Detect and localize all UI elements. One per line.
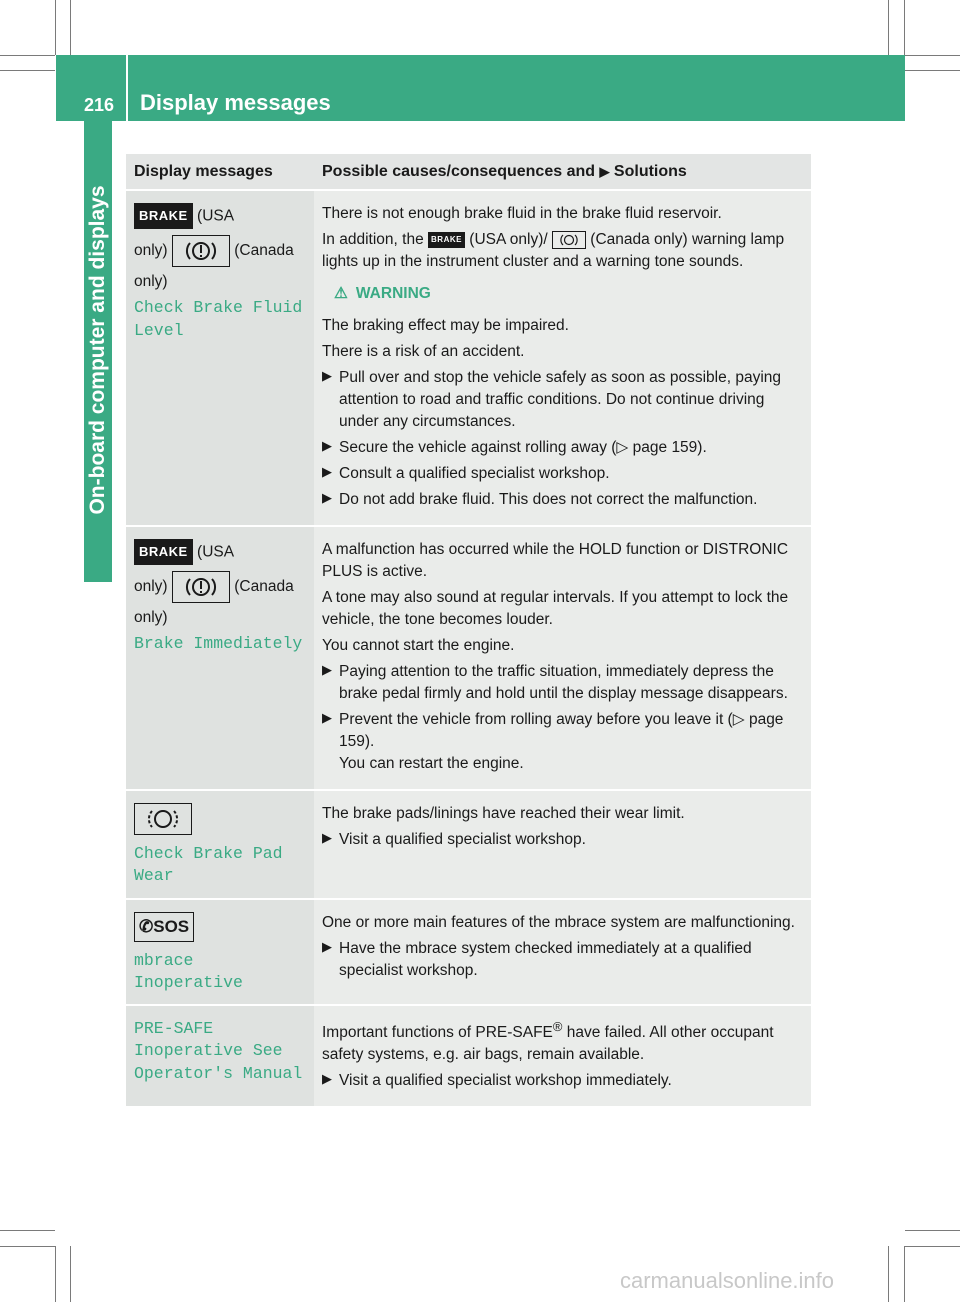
cause-text: A tone may also sound at regular intervals. If you attempt to lock the vehicle, the tone becomes louder. (322, 589, 789, 628)
message-cell (126, 190, 314, 526)
step-text: Visit a qualified specialist workshop. (339, 831, 586, 848)
step-arrow-icon: ▶ (322, 938, 332, 954)
solution-step (322, 437, 803, 459)
display-message-text: Level (134, 320, 184, 340)
solution-step (322, 463, 803, 485)
col-header-solutions: Solutions (613, 162, 687, 180)
brake-circle-icon (172, 571, 230, 603)
solution-cell (314, 190, 811, 526)
message-cell (126, 899, 314, 1006)
crop-mark (55, 0, 56, 55)
solution-cell (314, 526, 811, 790)
crop-mark (905, 55, 960, 56)
step-text: Paying attention to the traffic situation, immediately depress the brake pedal firmly and hold until the display message disappears. (339, 663, 788, 702)
brake-circle-icon (552, 231, 586, 249)
message-cell (126, 526, 314, 790)
crop-mark (70, 1246, 71, 1302)
col-header-display-messages: Display messages (126, 154, 314, 190)
crop-mark (905, 70, 960, 71)
page-header (56, 55, 905, 121)
table-header-row (126, 154, 811, 190)
table-row (126, 899, 811, 1006)
step-text: Prevent the vehicle from rolling away before you leave it (▷ page 159). (339, 711, 784, 750)
watermark: carmanualsonline.info (620, 1268, 835, 1293)
cause-text-part: Important functions of PRE-SAFE (322, 1024, 553, 1042)
solution-step (322, 938, 803, 982)
canada-only-label: (Canada (234, 578, 294, 596)
step-text: Consult a qualified specialist workshop. (339, 465, 610, 482)
crop-mark (905, 1230, 960, 1231)
solution-cell (314, 790, 811, 899)
col-header-causes-solutions (314, 154, 811, 190)
step-arrow-icon: ▶ (322, 438, 332, 453)
warning-triangle-icon: ⚠ (334, 285, 348, 302)
crop-mark (0, 1246, 55, 1247)
table-row (126, 526, 811, 790)
warning-text: There is a risk of an accident. (322, 343, 525, 360)
step-arrow-icon: ▶ (322, 710, 332, 725)
table-row (126, 790, 811, 899)
display-messages-table (126, 154, 811, 1108)
step-text: Pull over and stop the vehicle safely as soon as possible, paying attention to road and traffic conditions. Do not continue driving under any circumstances. (339, 369, 782, 430)
cause-text-part: (Canada only) warning lamp lights up in the instrument cluster and a warning tone sounds. (322, 231, 785, 270)
sos-icon-label: SOS (153, 916, 190, 936)
cause-text (322, 1018, 803, 1066)
step-text: Secure the vehicle against rolling away (▷ page 159). (339, 439, 707, 456)
solution-step (322, 661, 803, 705)
solution-step (322, 489, 803, 511)
display-message-text: Operator's Manual (134, 1063, 303, 1083)
cause-text: One or more main features of the mbrace system are malfunctioning. (322, 913, 795, 931)
cause-text: A malfunction has occurred while the HOLD function or DISTRONIC PLUS is active. (322, 541, 789, 580)
table-row (126, 190, 811, 526)
col-header-causes: Possible causes/consequences and (322, 162, 596, 180)
brake-warning-icon: BRAKE (134, 203, 193, 229)
canada-only-label-b: only) (134, 609, 168, 627)
brake-warning-icon: BRAKE (134, 539, 193, 565)
registered-mark: ® (552, 1019, 563, 1035)
usa-only-label-b: only) (134, 242, 168, 260)
crop-mark (904, 1246, 905, 1302)
usa-only-label: (USA (197, 207, 235, 225)
chapter-label: On-board computer and displays (86, 185, 109, 515)
display-message-text: Brake Immediately (134, 634, 303, 654)
page-title: Display messages (140, 90, 331, 115)
warning-text: The braking effect may be impaired. (322, 317, 569, 334)
cause-text: You cannot start the engine. (322, 637, 515, 654)
display-message-text: Check Brake Fluid (134, 298, 303, 318)
header-divider (126, 55, 128, 121)
solution-step (322, 1070, 803, 1092)
message-cell (126, 1005, 314, 1107)
cause-text (322, 229, 803, 273)
step-text: Visit a qualified specialist workshop immediately. (339, 1072, 672, 1090)
step-arrow-icon: ▶ (322, 368, 332, 383)
step-arrow-icon: ▶ (322, 662, 332, 677)
crop-mark (888, 0, 889, 55)
step-arrow-icon: ▶ (322, 830, 332, 845)
display-message-text: mbrace Inoperative (134, 950, 243, 992)
cause-text-part: (USA only)/ (469, 231, 548, 248)
brake-circle-icon (172, 235, 230, 267)
canada-only-label-b: only) (134, 273, 168, 291)
brake-warning-icon: BRAKE (428, 232, 465, 247)
display-message-text: Inoperative See (134, 1041, 283, 1061)
crop-mark (0, 1230, 55, 1231)
step-text: Have the mbrace system checked immediately at a qualified specialist workshop. (339, 939, 752, 979)
solution-step (322, 829, 803, 851)
solution-step (322, 367, 803, 433)
step-text: You can restart the engine. (339, 755, 524, 772)
crop-mark (0, 55, 55, 56)
table-row (126, 1005, 811, 1107)
display-message-text: Wear (134, 866, 174, 886)
canada-only-label: (Canada (234, 242, 294, 260)
usa-only-label: (USA (197, 543, 235, 561)
cause-text-part: In addition, the (322, 231, 424, 248)
cause-text: There is not enough brake fluid in the brake fluid reservoir. (322, 205, 722, 222)
crop-mark (70, 0, 71, 55)
crop-mark (905, 1246, 960, 1247)
solution-cell (314, 1005, 811, 1107)
step-text: Do not add brake fluid. This does not correct the malfunction. (339, 491, 758, 508)
display-message-text: PRE-SAFE (134, 1019, 214, 1039)
warning-heading (322, 283, 803, 305)
page-number: 216 (84, 95, 115, 115)
warning-label: WARNING (355, 285, 431, 302)
solution-cell (314, 899, 811, 1006)
step-arrow-icon: ▶ (322, 464, 332, 479)
step-arrow-icon: ▶ (322, 1071, 332, 1087)
message-cell (126, 790, 314, 899)
solution-step (322, 709, 803, 775)
cause-text-part: have failed. All other occupant safety systems, e.g. air bags, remain available. (322, 1024, 774, 1064)
display-message-text: Check Brake Pad (134, 844, 283, 863)
crop-mark (888, 1246, 889, 1302)
step-arrow-icon: ▶ (322, 490, 332, 505)
brake-pad-wear-icon (134, 803, 192, 835)
crop-mark (0, 70, 55, 71)
crop-mark (904, 0, 905, 55)
usa-only-label-b: only) (134, 578, 168, 596)
cause-text: The brake pads/linings have reached their wear limit. (322, 805, 685, 822)
play-arrow-icon: ▶ (599, 163, 610, 179)
crop-mark (55, 1246, 56, 1302)
sos-phone-icon: ✆SOS (134, 912, 194, 942)
